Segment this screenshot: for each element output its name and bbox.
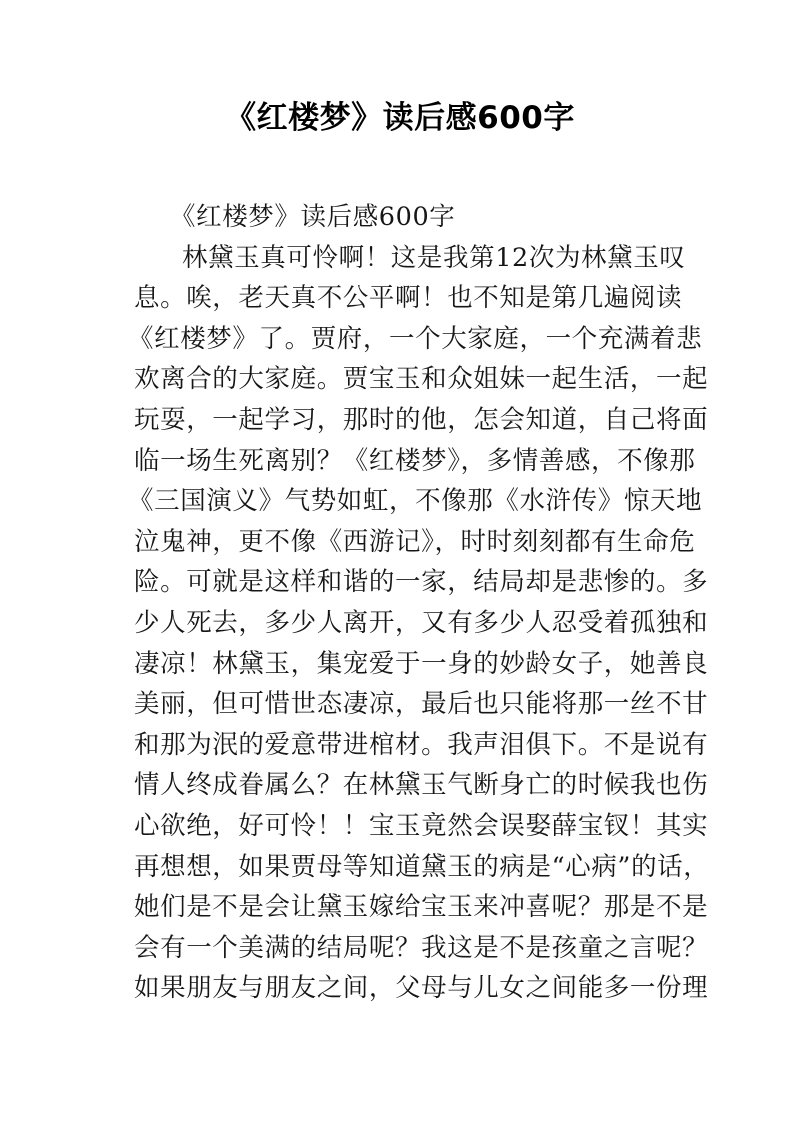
- paragraph-line: 会有一个美满的结局呢？我这是不是孩童之言呢？: [134, 932, 709, 963]
- paragraph-line: 临一场生死离别？《红楼梦》，多情善感，不像那: [134, 445, 696, 476]
- paragraph-line: 美丽，但可惜世态凄凉，最后也只能将那一丝不甘: [134, 689, 709, 720]
- paragraph-line: 林黛玉真可怜啊！这是我第12次为林黛玉叹: [182, 242, 686, 273]
- paragraph-line: 如果朋友与朋友之间，父母与儿女之间能多一份理: [134, 973, 709, 1004]
- paragraph-line: 险。可就是这样和谐的一家，结局却是悲惨的。多: [134, 567, 709, 598]
- paragraph-line: 息。唉，老天真不公平啊！也不知是第几遍阅读: [134, 283, 683, 314]
- paragraph-line: 泣鬼神，更不像《西游记》，时时刻刻都有生命危: [134, 526, 696, 557]
- paragraph-line: 她们是不是会让黛玉嫁给宝玉来冲喜呢？那是不是: [134, 892, 709, 923]
- paragraph-line: 少人死去，多少人离开，又有多少人忍受着孤独和: [134, 607, 709, 638]
- document-subtitle: 《红楼梦》读后感600字: [170, 202, 456, 232]
- paragraph-line: 凄凉！林黛玉，集宠爱于一身的妙龄女子，她善良: [134, 648, 709, 679]
- paragraph-line: 欢离合的大家庭。贾宝玉和众姐妹一起生活，一起: [134, 364, 709, 395]
- document-body: [128, 197, 710, 1009]
- paragraph-line: 《红楼梦》了。贾府，一个大家庭，一个充满着悲: [128, 323, 703, 354]
- page-title: 《红楼梦》读后感600字: [225, 100, 575, 136]
- paragraph-line: 再想想，如果贾母等知道黛玉的病是“心病”的话，: [134, 851, 710, 882]
- paragraph-line: 玩耍，一起学习，那时的他，怎会知道，自己将面: [134, 404, 709, 435]
- paragraph-line: 和那为泯的爱意带进棺材。我声泪俱下。不是说有: [134, 729, 709, 760]
- paragraph-line: 《三国演义》气势如虹，不像那《水浒传》惊天地: [128, 486, 703, 517]
- paragraph-line: 心欲绝，好可怜！！宝玉竟然会误娶薛宝钗！其实: [134, 810, 709, 841]
- paragraph-line: 情人终成眷属么？在林黛玉气断身亡的时候我也伤: [134, 770, 709, 801]
